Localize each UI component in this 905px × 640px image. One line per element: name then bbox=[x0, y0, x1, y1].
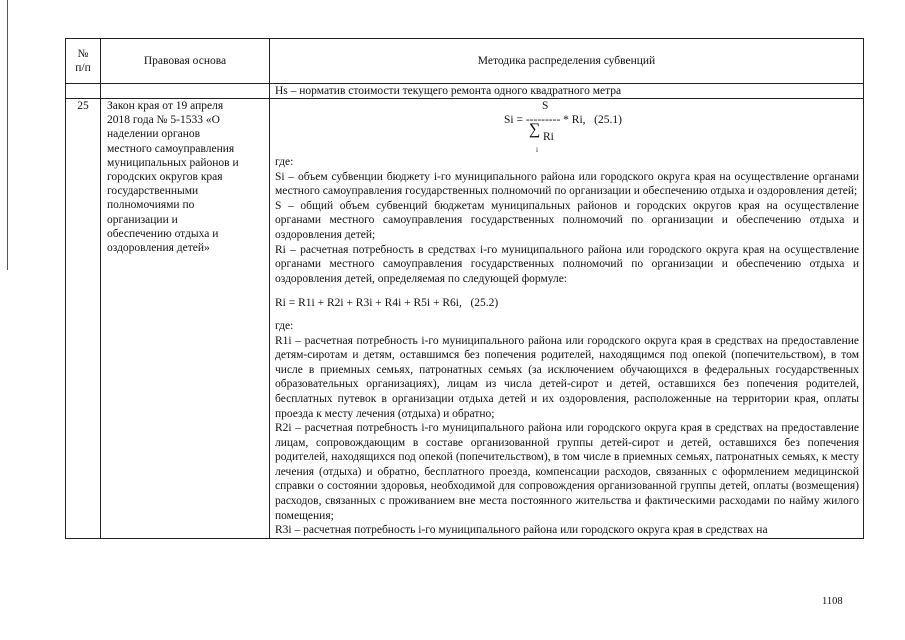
header-legal-basis: Правовая основа bbox=[101, 39, 270, 84]
definition-r2i: R2i – расчетная потребность i-го муниципального района или городского округа края в средствах на предоставление лицам, сопровождающим в составе организованной группы детей-сирот и детей, оставшихся без попечения родителей, находящихся под опекой (попечительством), в том числе в приемных семьях, патронатных семьях, к месту лечения (отдыха) и обратно, бесплатного проезда, компенсации расходов, связанных с оформлением медицинской справки о состоянии здоровья, необходимой для сопровождения организованной группы детей, оплаты (возмещения) расходов, связанных с проживанием вне места постоянного жительства и фактическими расходами по найму жилого помещения; bbox=[275, 422, 859, 522]
binder-margin-line bbox=[7, 0, 8, 270]
subvention-table bbox=[65, 38, 864, 539]
definition-ri: Ri – расчетная потребность в средствах i-го муниципального района или городского округа края на осуществление органами местного самоуправления государственных полномочий по организации и обеспечению отдыха и оздоровления детей, определяемая по следующей формуле: bbox=[275, 243, 859, 285]
where-label: где: bbox=[275, 156, 294, 168]
legal-basis-cell: Закон края от 19 апреля 2018 года № 5-1533 «О наделении органов местного самоуправления муниципальных районов и городских округов края государственными полномочиями по организации и обеспечению отдыха и оздоровления детей» bbox=[101, 99, 270, 539]
definition-s: S – общий объем субвенций бюджетам муниципальных районов и городских округов края на осуществление органами местного самоуправления государственных полномочий по организации и обеспечению отдыха и оздоровления детей; bbox=[275, 199, 859, 241]
definition-r3i: R3i – расчетная потребность i-го муниципального района или городского округа края в средствах на bbox=[275, 524, 768, 537]
sum-symbol: ∑ bbox=[529, 121, 541, 138]
row-number: 25 bbox=[66, 99, 101, 539]
definition-si: Si – объем субвенции бюджету i-го муниципального района или городского округа края на осуществление органами местного самоуправления государственных полномочий по организации и обеспечению отдыха и оздоровления детей; bbox=[275, 170, 859, 198]
page-number: 1108 bbox=[822, 596, 843, 607]
definition-r1i: R1i – расчетная потребность i-го муниципального района или городского округа края в средствах на предоставление детям-сиротам и детям, оставшимся без попечения родителей, находящимся под опекой (попечительством), в том числе в приемных семьях, патронатных семьях (за исключением обучающихся в федеральных государственных образовательных организациях), лицам из числа детей-сирот и детей, оставшихся без попечения родителей, бесплатных путевок в организации отдыха детей и их оздоровления, расположенные на территории края, оплаты проезда к месту лечения (отдыха) и обратно; bbox=[275, 334, 859, 420]
header-method: Методика распределения субвенций bbox=[270, 39, 864, 84]
table-header-row bbox=[66, 39, 864, 84]
where-label-2: где: bbox=[275, 319, 294, 332]
continuation-text: Hs – норматив стоимости текущего ремонта одного квадратного метра bbox=[270, 84, 864, 99]
table-row bbox=[66, 99, 864, 539]
header-number: № п/п bbox=[66, 39, 101, 84]
continuation-row bbox=[66, 84, 864, 99]
method-cell bbox=[270, 99, 864, 539]
formula-25-2: Ri = R1i + R2i + R3i + R4i + R5i + R6i, (25.2) bbox=[275, 297, 499, 310]
formula-25-1: S Si = --------- * Ri, (25.1) ∑ Ri i bbox=[504, 100, 622, 154]
